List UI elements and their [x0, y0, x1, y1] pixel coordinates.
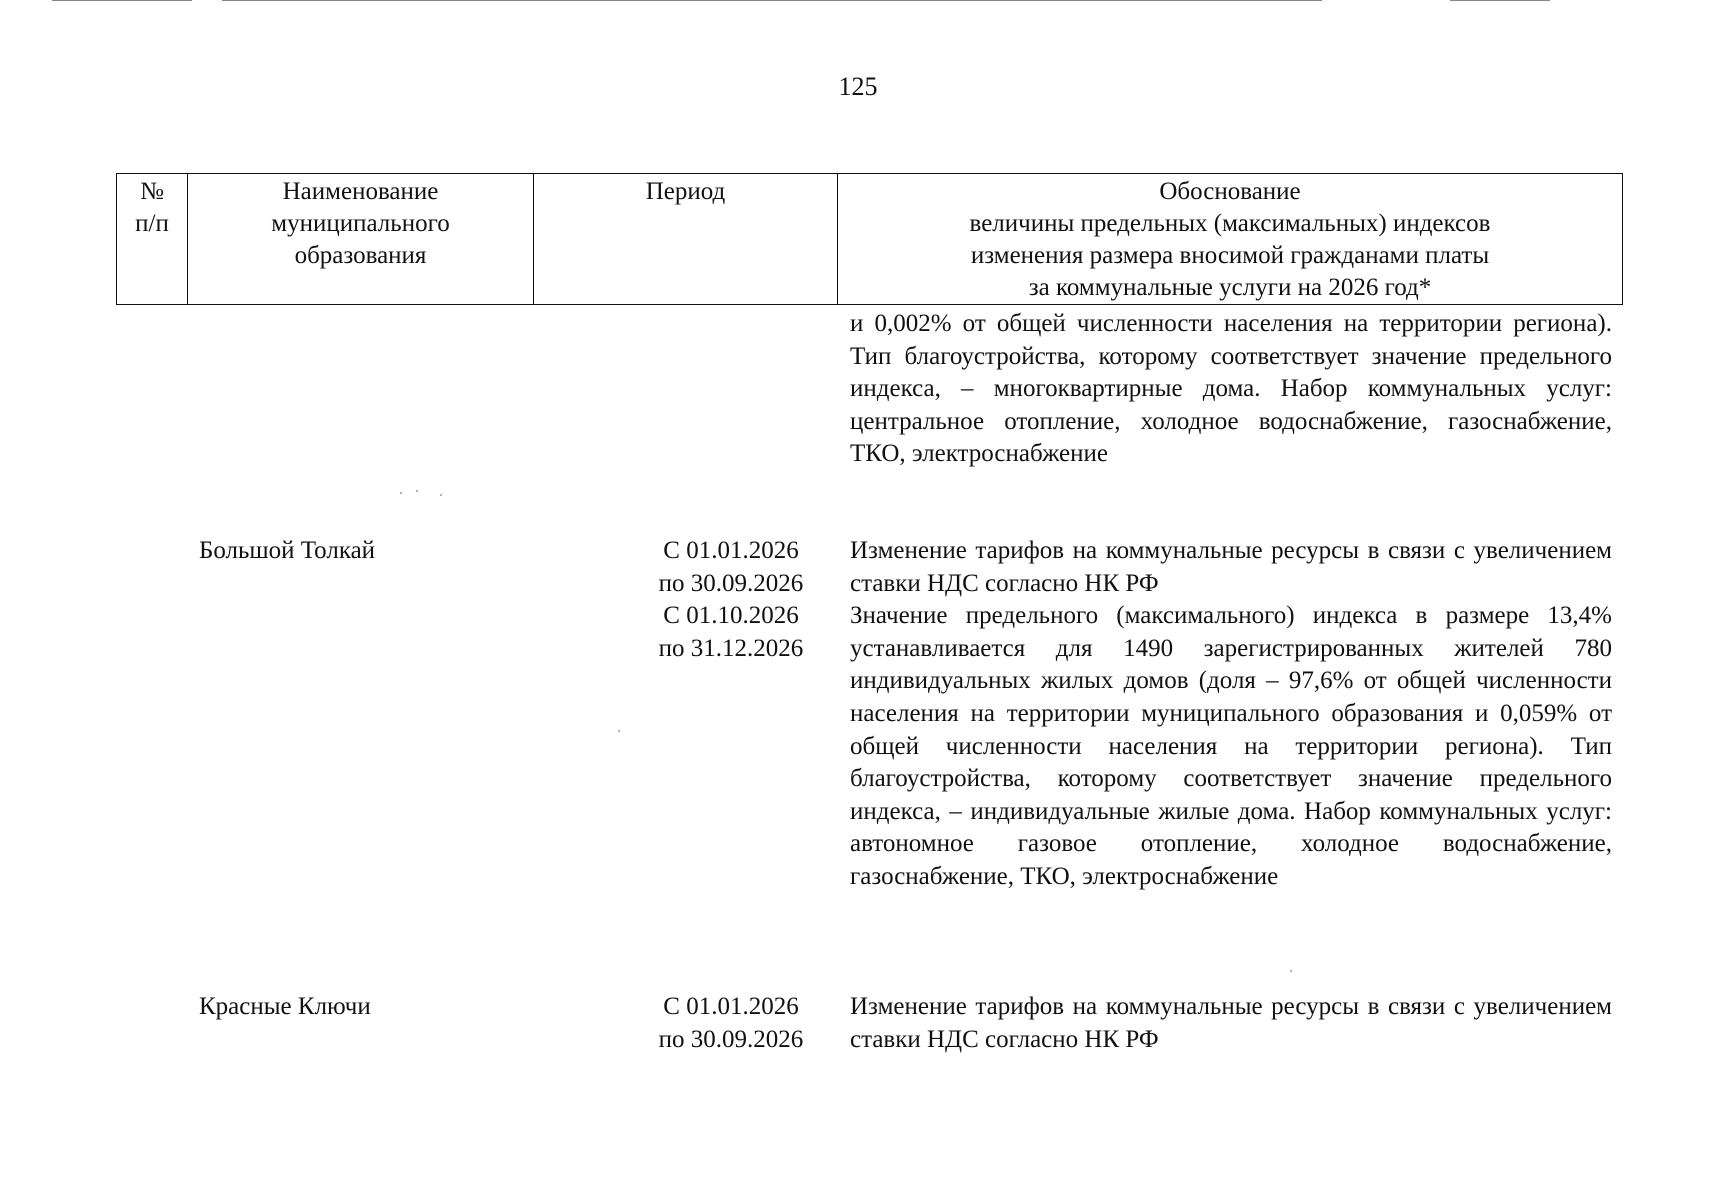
header-justification: Обоснование величины предельных (максимальных) индексов изменения размера вносимой гражданами платы за коммунальные услуги на 2026 год* — [838, 174, 1623, 305]
scan-edge-line — [222, 0, 1322, 1]
page-number: 125 — [838, 72, 878, 101]
justification — [850, 991, 1612, 1056]
scan-edge-line — [1450, 0, 1550, 1]
justification — [850, 535, 1612, 894]
header-period: Период — [534, 174, 838, 305]
municipality-name: Красные Ключи — [199, 993, 371, 1020]
justification-paragraph: и 0,002% от общей численности населения на территории региона). Тип благоустройства, которому соответствует значение предельного индекса, – многоквартирные дома. Набор коммунальных услуг: центральное отопление, холодное водоснабжение, газоснабжение, ТКО, электроснабжение — [850, 310, 1612, 468]
period: С 01.01.2026 по 30.09.2026 — [658, 993, 804, 1053]
justification-paragraph: Изменение тарифов на коммунальные ресурсы в связи с увеличением ставки НДС согласно НК РФ — [850, 993, 1612, 1053]
justification — [850, 308, 1612, 471]
table-header — [116, 173, 1623, 305]
header-number: № п/п — [117, 174, 188, 305]
period: С 01.01.2026 по 30.09.2026 С 01.10.2026 по 31.12.2026 — [658, 537, 804, 662]
scan-speck — [416, 490, 418, 492]
scan-speck — [618, 730, 620, 732]
header-municipality: Наименование муниципального образования — [188, 174, 534, 305]
justification-paragraph: Изменение тарифов на коммунальные ресурсы в связи с увеличением ставки НДС согласно НК РФ — [850, 537, 1612, 597]
justification-paragraph: Значение предельного (максимального) индекса в размере 13,4% устанавливается для 1490 зарегистрированных жителей 780 индивидуальных жилых домов (доля – 97,6% от общей численности населения на территории муниципального образования и 0,059% от общей численности населения на территории региона). Тип благоустройства, которому соответствует значение предельного индекса, – индивидуальные жилые дома. Набор коммунальных услуг: автономное газовое отопление, холодное водоснабжение, газоснабжение, ТКО, электроснабжение — [850, 602, 1612, 890]
municipality-name: Большой Толкай — [199, 537, 376, 564]
scan-edge-line — [52, 0, 192, 1]
scan-speck — [440, 494, 442, 496]
scan-speck — [1290, 970, 1292, 972]
scan-speck — [400, 492, 402, 494]
